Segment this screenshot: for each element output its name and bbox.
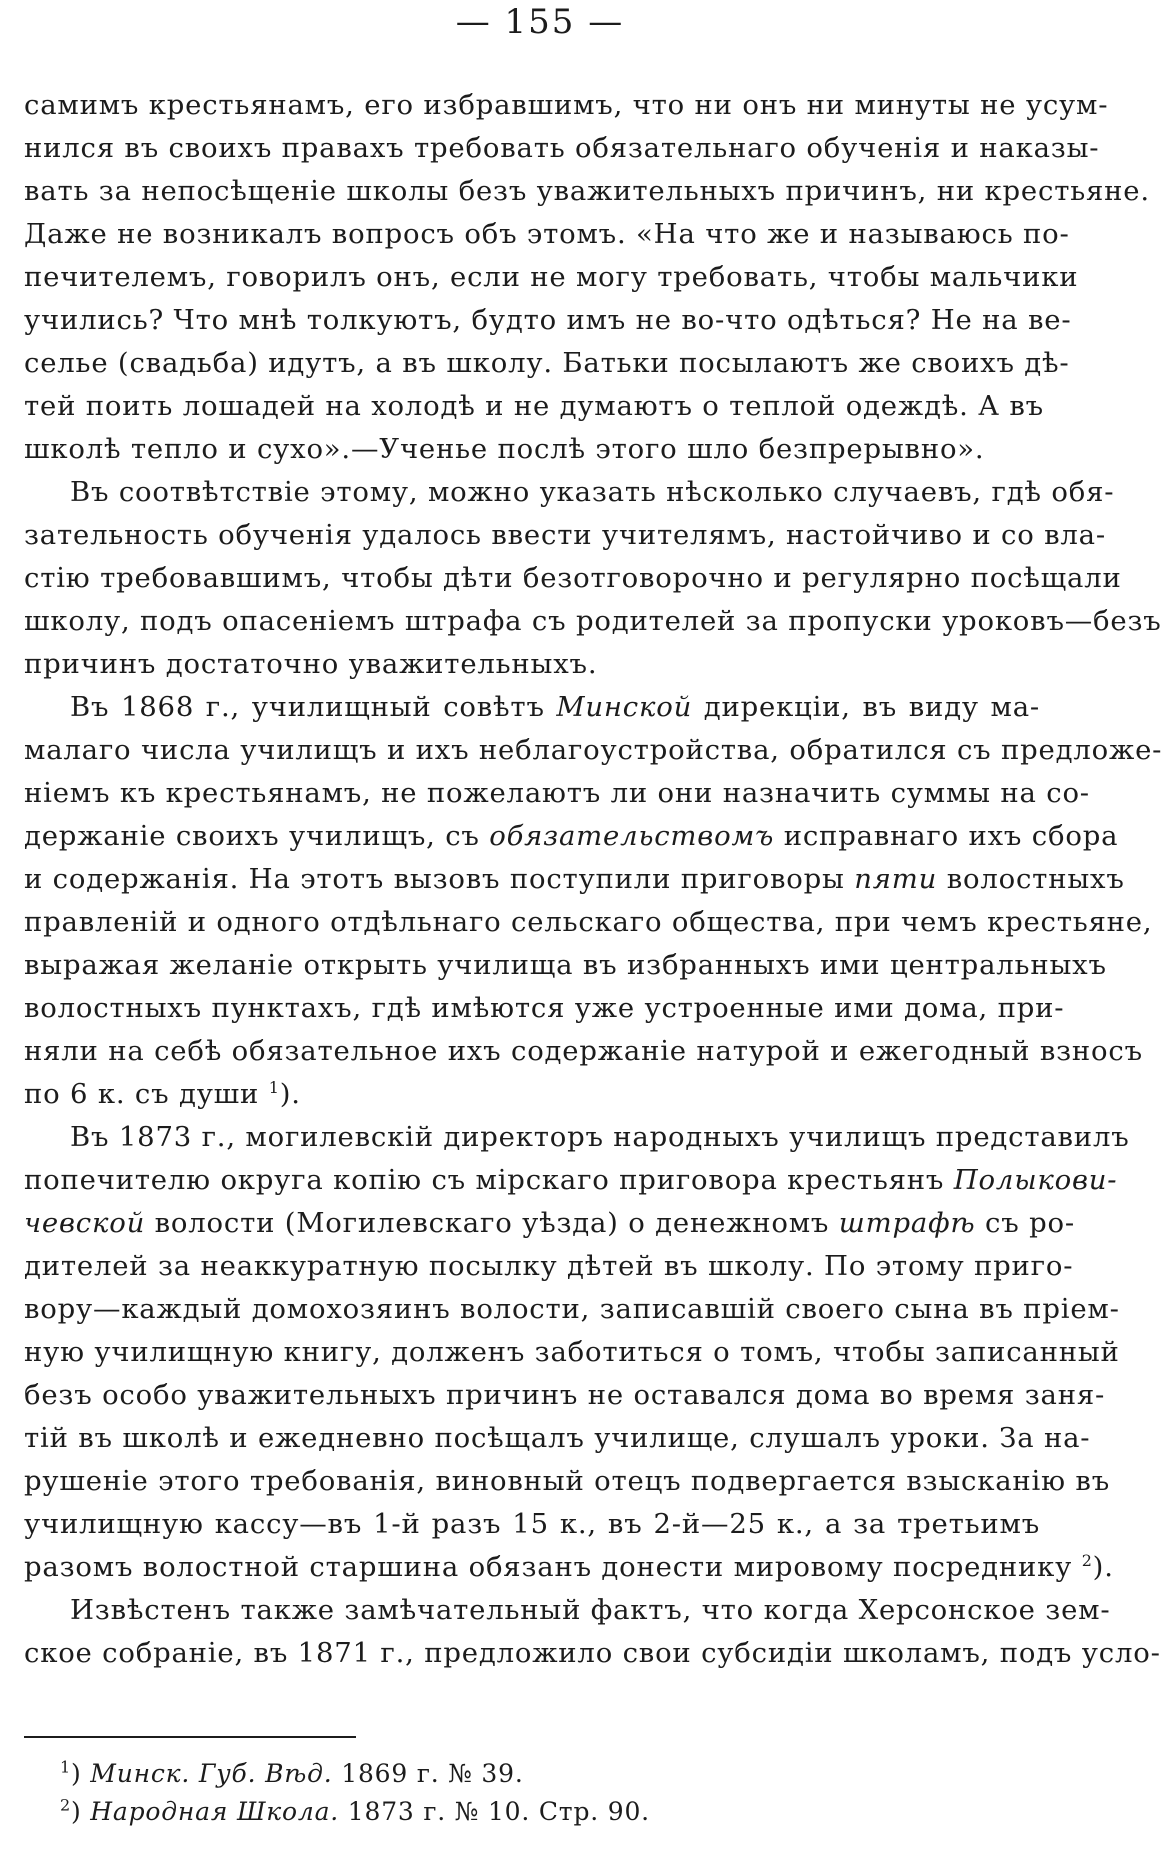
text-line: ніемъ къ крестьянамъ, не пожелаютъ ли они назначить суммы на со- (24, 777, 1090, 809)
italic-text: чевской (24, 1207, 146, 1239)
text-segment: ). (279, 1078, 301, 1110)
text-segment: и содержанія. На этотъ вызовъ поступили приговоры (24, 863, 855, 895)
text-line (24, 1202, 1075, 1245)
text-line: школу, подъ опасеніемъ штрафа съ родителей за пропуски уроковъ—безъ (24, 605, 1162, 637)
italic-text: Минской (556, 691, 693, 723)
text-segment: разомъ волостной старшина обязанъ донести мировому посреднику (24, 1551, 1082, 1583)
text-segment: Въ 1868 г., училищный совѣтъ (70, 691, 557, 723)
text-line (24, 815, 1119, 858)
footnote-1 (60, 1755, 650, 1793)
text-line: вору—каждый домохозяинъ волости, записавшій своего сына въ пріем- (24, 1293, 1120, 1325)
footnote-divider (24, 1736, 356, 1738)
italic-text: Полыкови- (953, 1164, 1118, 1196)
footnotes (60, 1755, 650, 1831)
text-segment: дирекціи, въ виду ма- (692, 691, 1040, 723)
footnote-text: 1873 г. № 10. Стр. 90. (339, 1797, 650, 1826)
text-line: Въ 1873 г., могилевскій директоръ народныхъ училищъ представилъ (70, 1121, 1130, 1153)
text-line: школѣ тепло и сухо».—Ученье послѣ этого шло безпрерывно». (24, 433, 985, 465)
text-line: тій въ школѣ и ежедневно посѣщалъ училище, слушалъ уроки. За на- (24, 1422, 1091, 1454)
italic-text: пяти (854, 863, 938, 895)
text-segment: волостныхъ (937, 863, 1125, 895)
text-line (24, 1073, 1040, 1116)
text-line: малаго числа училищъ и ихъ неблагоустройства, обратился съ предложе- (24, 734, 1162, 766)
footnote-text: 1869 г. № 39. (332, 1759, 524, 1788)
paragraph-3 (24, 686, 1162, 1116)
text-line: зательность обученія удалось ввести учителямъ, настойчиво и со вла- (24, 519, 1106, 551)
text-line: тей поить лошадей на холодѣ и не думаютъ о теплой одеждѣ. А въ (24, 390, 1044, 422)
text-line: выражая желаніе открыть училища въ избранныхъ ими центральныхъ (24, 949, 1107, 981)
text-line: учились? Что мнѣ толкуютъ, будто имъ не во-что одѣться? Не на ве- (24, 304, 1072, 336)
text-line (24, 686, 1040, 729)
page-number: — 155 — (455, 2, 625, 42)
italic-text: обязательствомъ (489, 820, 775, 852)
text-segment: ). (1092, 1551, 1114, 1583)
text-line: ную училищную книгу, долженъ заботиться о томъ, чтобы записанный (24, 1336, 1120, 1368)
text-line: Даже не возникалъ вопросъ объ этомъ. «На что же и называюсь по- (24, 218, 1070, 250)
footnote-number: 1 (60, 1757, 71, 1777)
paragraph-5 (24, 1589, 1161, 1675)
text-line: училищную кассу—въ 1-й разъ 15 к., въ 2-й—25 к., а за третьимъ (24, 1508, 1040, 1540)
text-segment: исправнаго ихъ сбора (774, 820, 1119, 852)
text-line: самимъ крестьянамъ, его избравшимъ, что ни онъ ни минуты не усум- (24, 89, 1109, 121)
footnote-ref[interactable]: 2 (1081, 1550, 1093, 1570)
text-line: вать за непосѣщеніе школы безъ уважительныхъ причинъ, ни крестьяне. (24, 175, 1150, 207)
footnote-paren: ) (70, 1797, 91, 1826)
text-line: причинъ достаточно уважительныхъ. (24, 648, 598, 680)
text-line: нился въ своихъ правахъ требовать обязательнаго обученія и наказы- (24, 132, 1100, 164)
text-line: няли на себѣ обязательное ихъ содержаніе натурой и ежегодный взносъ (24, 1035, 1143, 1067)
body-text (24, 84, 1162, 1675)
text-line (24, 1546, 1114, 1589)
text-line: правленій и одного отдѣльнаго сельскаго общества, при чемъ крестьяне, (24, 906, 1153, 938)
italic-text: штрафѣ (838, 1207, 976, 1239)
text-line: ское собраніе, въ 1871 г., предложило свои субсидіи школамъ, подъ усло- (24, 1637, 1161, 1669)
text-line: безъ особо уважительныхъ причинъ не оставался дома во время заня- (24, 1379, 1106, 1411)
footnote-2 (60, 1793, 650, 1831)
paragraph-4 (24, 1116, 1130, 1589)
text-line: рушеніе этого требованія, виновный отецъ подвергается взысканію въ (24, 1465, 1111, 1497)
footnote-paren: ) (70, 1759, 91, 1788)
footnote-source: Народная Школа. (90, 1797, 340, 1826)
footnote-ref[interactable]: 1 (268, 1077, 280, 1097)
text-line: Извѣстенъ также замѣчательный фактъ, что когда Херсонское зем- (70, 1594, 1111, 1626)
footnote-number: 2 (60, 1795, 71, 1815)
text-segment: попечителю округа копію съ мірскаго приговора крестьянъ (24, 1164, 954, 1196)
text-line: волостныхъ пунктахъ, гдѣ имѣются уже устроенные ими дома, при- (24, 992, 1065, 1024)
paragraph-1 (24, 84, 1150, 471)
text-line (24, 1159, 1118, 1202)
text-segment: съ ро- (975, 1207, 1075, 1239)
paragraph-2 (24, 471, 1162, 686)
footnote-source: Минск. Губ. Вѣд. (90, 1759, 333, 1788)
text-segment: волости (Могилевскаго уѣзда) о денежномъ (154, 1207, 839, 1239)
text-line: печителемъ, говорилъ онъ, если не могу требовать, чтобы мальчики (24, 261, 1079, 293)
text-segment: по 6 к. съ души (24, 1078, 269, 1110)
text-line: Въ соотвѣтствіе этому, можно указать нѣсколько случаевъ, гдѣ обя- (70, 476, 1115, 508)
text-line: стію требовавшимъ, чтобы дѣти безотговорочно и регулярно посѣщали (24, 562, 1122, 594)
text-line: дителей за неаккуратную посылку дѣтей въ школу. По этому приго- (24, 1250, 1074, 1282)
text-line: селье (свадьба) идутъ, а въ школу. Батьки посылаютъ же своихъ дѣ- (24, 347, 1070, 379)
text-line (24, 858, 1125, 901)
text-segment (145, 1207, 155, 1239)
text-segment: держаніе своихъ училищъ, съ (24, 820, 490, 852)
